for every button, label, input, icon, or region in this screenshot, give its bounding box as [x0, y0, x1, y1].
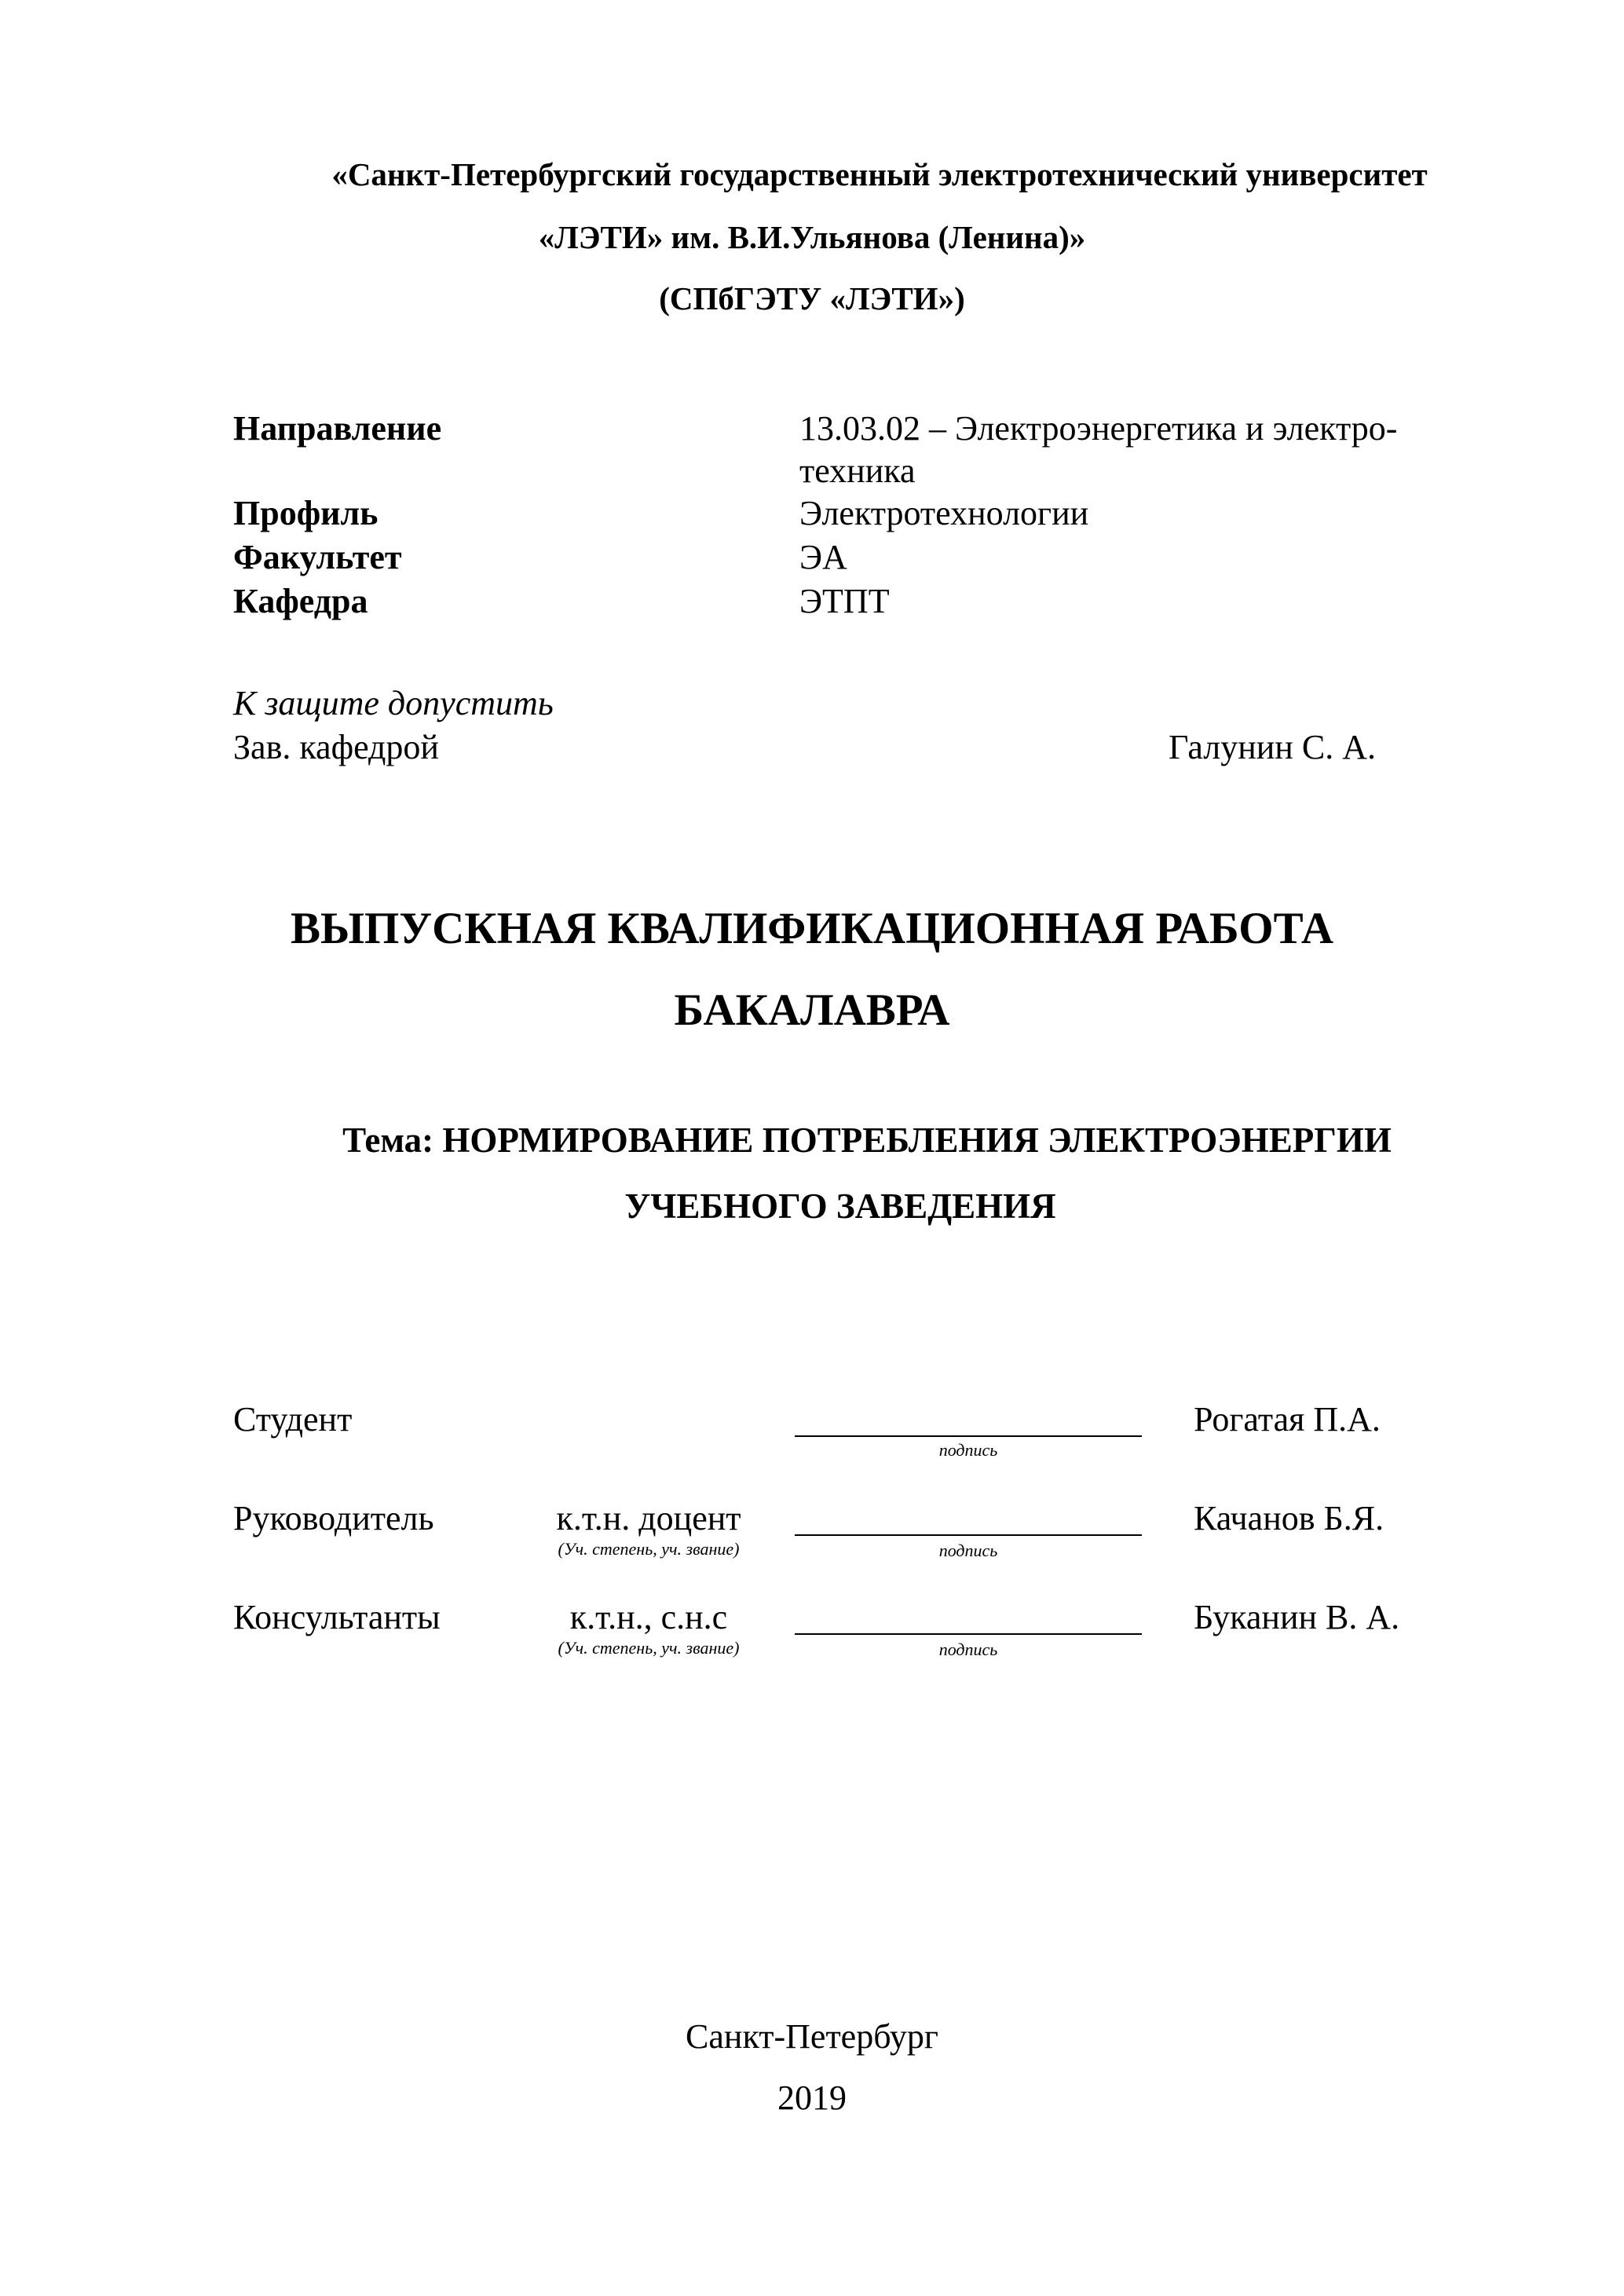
university-name-line-1: «Санкт-Петербургский государственный электротехнический университет [331, 156, 1428, 192]
direction-label: Направление [233, 409, 442, 448]
document-title-line-1: ВЫПУСКНАЯ КВАЛИФИКАЦИОННАЯ РАБОТА [290, 904, 1333, 953]
thesis-topic-line-1: Тема: НОРМИРОВАНИЕ ПОТРЕБЛЕНИЯ ЭЛЕКТРОЭНЕРГИИ [342, 1121, 1392, 1160]
student-signature-caption: подпись [938, 1440, 998, 1460]
supervisor-degree: к.т.н. доцент [556, 1499, 741, 1537]
direction-value-line-1: 13.03.02 – Электроэнергетика и электро- [799, 409, 1398, 448]
university-abbreviation: (СПбГЭТУ «ЛЭТИ») [659, 280, 965, 316]
supervisor-name: Качанов Б.Я. [1194, 1499, 1384, 1537]
document-title-line-2: БАКАЛАВРА [674, 985, 950, 1035]
student-name: Рогатая П.А. [1194, 1400, 1381, 1439]
faculty-label: Факультет [233, 538, 402, 576]
supervisor-signature-line [795, 1534, 1142, 1536]
consultants-role: Консультанты [233, 1598, 441, 1636]
supervisor-degree-caption: (Уч. степень, уч. звание) [558, 1539, 740, 1559]
head-of-department-label: Зав. кафедрой [233, 728, 439, 766]
supervisor-role: Руководитель [233, 1499, 434, 1537]
year: 2019 [777, 2078, 847, 2117]
faculty-value: ЭА [799, 538, 847, 576]
consultant-signature-caption: подпись [938, 1640, 998, 1659]
admit-to-defense: К защите допустить [233, 684, 554, 722]
department-label: Кафедра [233, 582, 368, 620]
consultant-degree: к.т.н., с.н.с [569, 1598, 728, 1636]
consultant-name: Буканин В. А. [1194, 1598, 1400, 1636]
profile-value: Электротехнологии [799, 494, 1089, 532]
consultant-signature-line [795, 1633, 1142, 1635]
university-name-line-2: «ЛЭТИ» им. В.И.Ульянова (Ленина)» [538, 219, 1086, 255]
city: Санкт-Петербург [686, 2017, 938, 2056]
supervisor-signature-caption: подпись [938, 1541, 998, 1560]
department-value: ЭТПТ [799, 582, 890, 620]
direction-value-line-2: техника [799, 452, 916, 490]
student-signature-line [795, 1435, 1142, 1437]
thesis-topic-line-2: УЧЕБНОГО ЗАВЕДЕНИЯ [624, 1186, 1056, 1226]
student-role: Студент [233, 1400, 353, 1439]
consultant-degree-caption: (Уч. степень, уч. звание) [558, 1638, 740, 1658]
head-of-department-name: Галунин С. А. [1169, 728, 1376, 766]
profile-label: Профиль [233, 494, 379, 532]
